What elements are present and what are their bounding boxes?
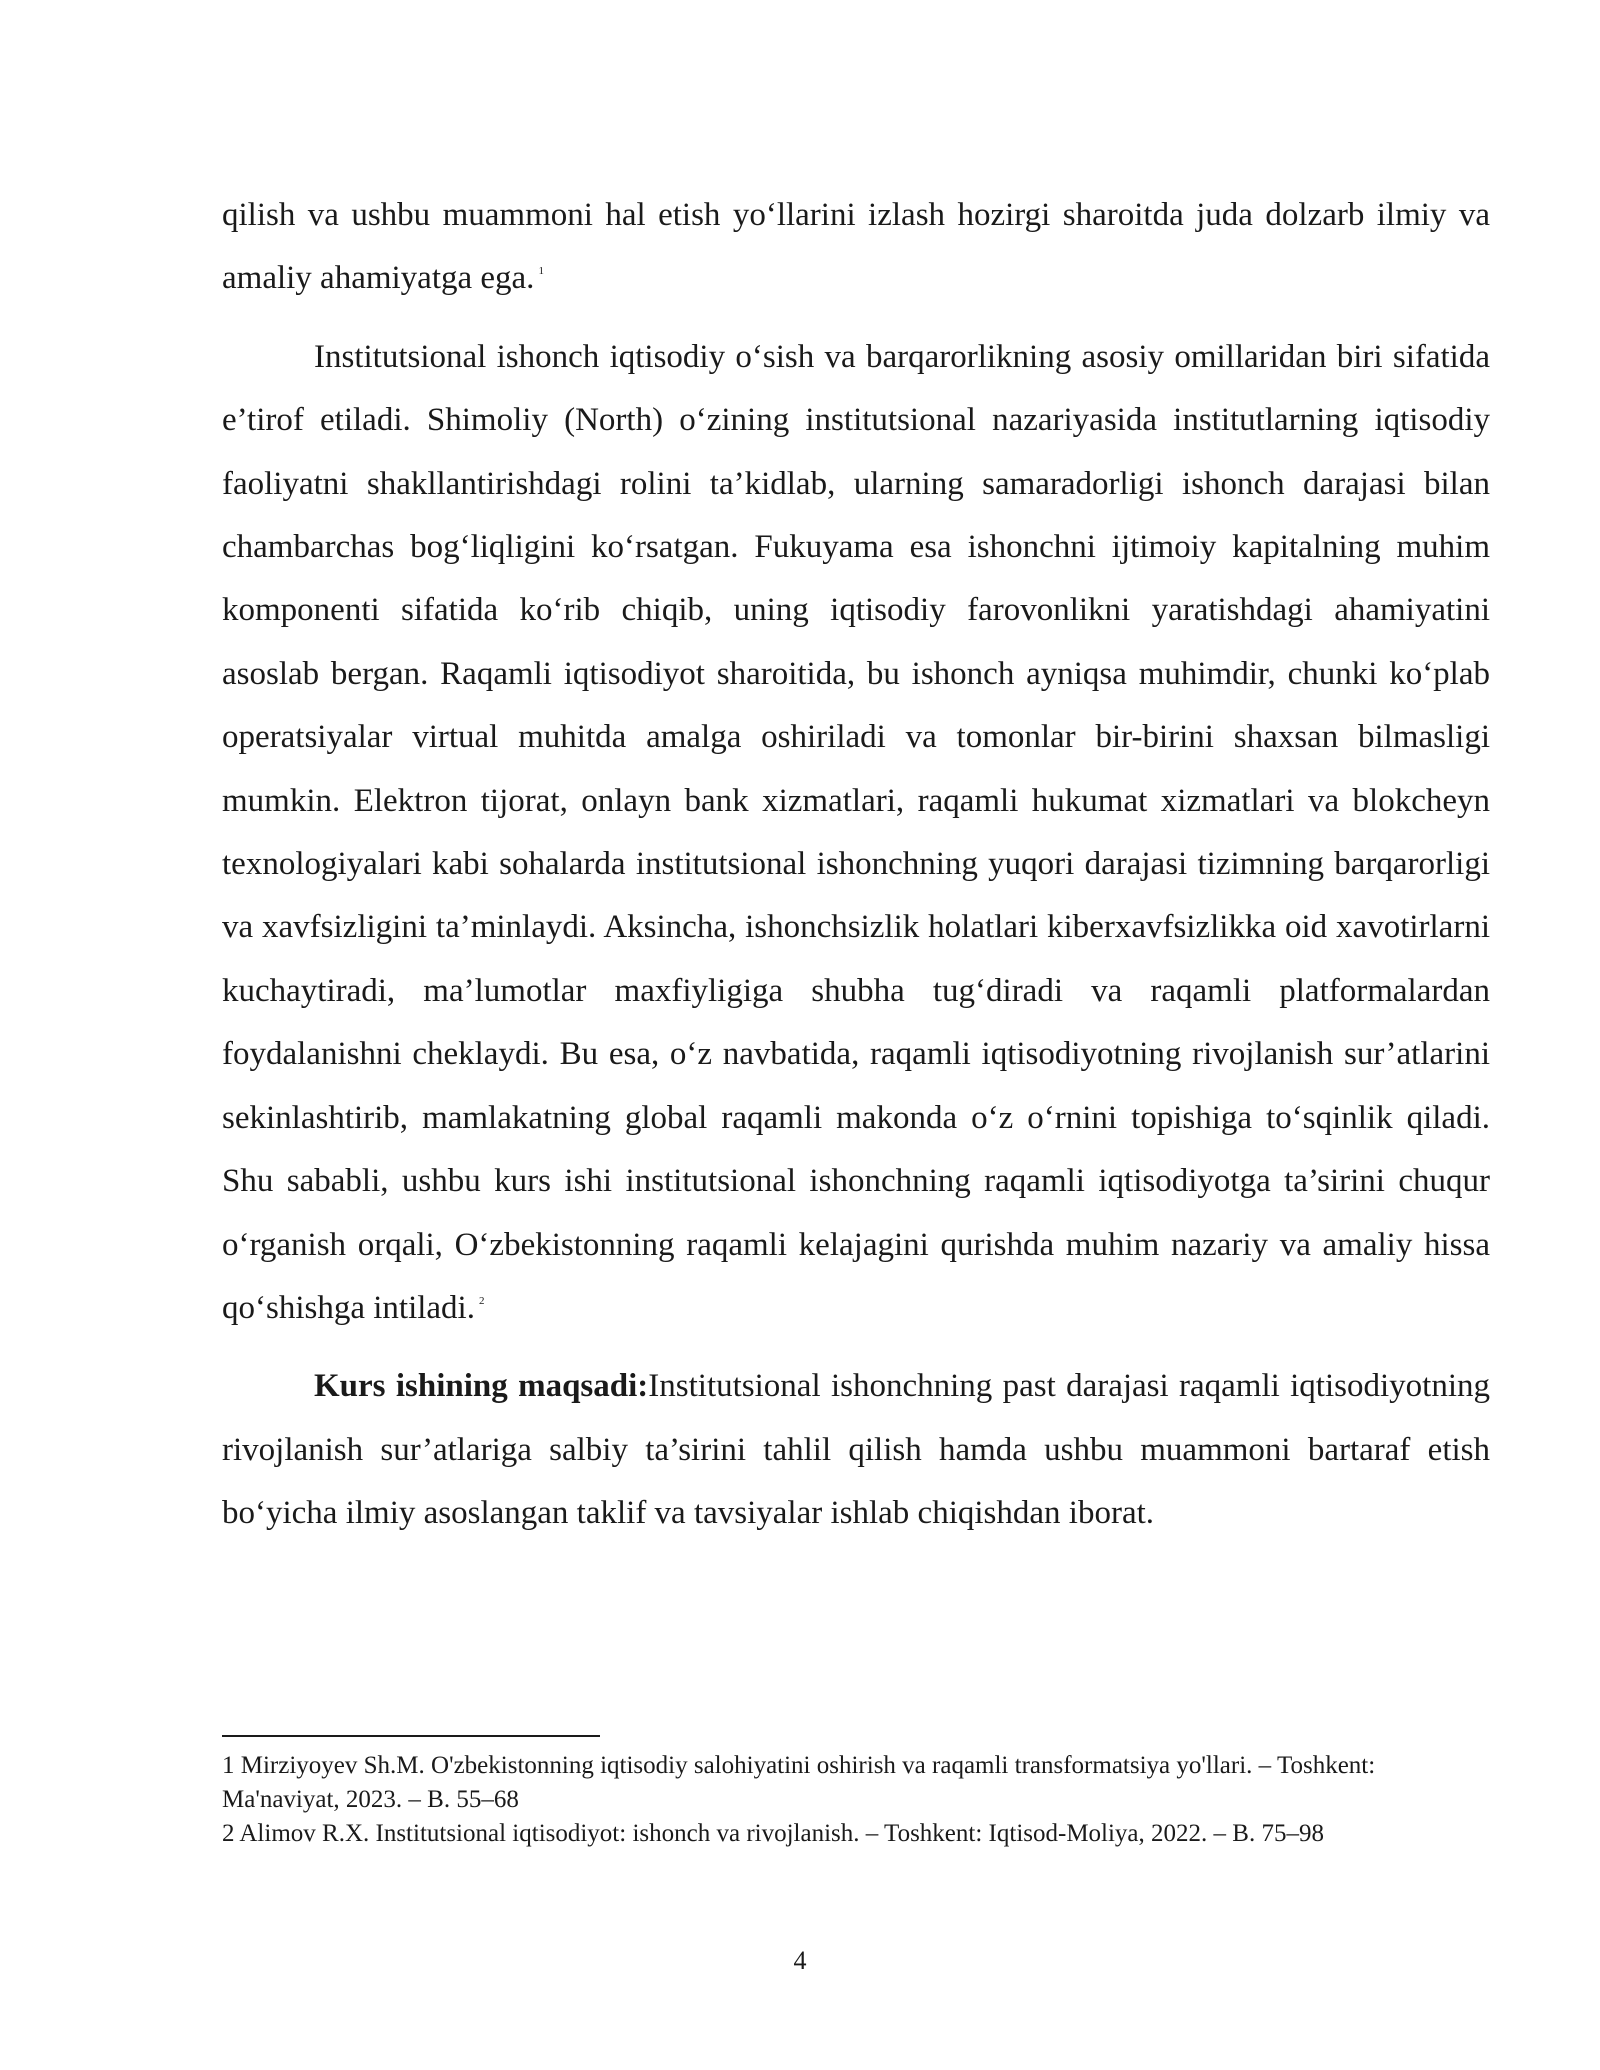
footnote-text: Alimov R.X. Institutsional iqtisodiyot: ishonch va rivojlanish. – Toshkent: Iqtisod-Moliya, 2022. – B. 75–98 xyxy=(239,1820,1324,1847)
paragraph-institutional-trust xyxy=(222,326,1490,1341)
footnote-number: 1 xyxy=(222,1752,235,1779)
footnotes xyxy=(222,1749,1490,1851)
footnote-item xyxy=(222,1817,1490,1851)
paragraph-text: qilish va ushbu muammoni hal etish yo‘llarini izlash hozirgi sharoitda juda dolzarb ilmiy va amaliy ahamiyatga ega. xyxy=(222,197,1490,297)
page-body xyxy=(222,184,1490,1546)
paragraph-text: Institutsional ishonch iqtisodiy o‘sish va barqarorlikning asosiy omillaridan biri sifatida e’tirof etiladi. Shimoliy (North) o‘zining institutsional nazariyasida institutlarning iqtisodiy faoliyatni shakllantirishdagi rolini ta’kidlab, ularning samaradorligi ishonch darajasi bilan chambarchas bog‘liqligini ko‘rsatgan. Fukuyama esa ishonchni ijtimoiy kapitalning muhim komponenti sifatida ko‘rib chiqib, uning iqtisodiy farovonlikni yaratishdagi ahamiyatini asoslab bergan. Raqamli iqtisodiyot sharoitida, bu ishonch ayniqsa muhimdir, chunki ko‘plab operatsiyalar virtual muhitda amalga oshiriladi va tomonlar bir-birini shaxsan bilmasligi mumkin. Elektron tijorat, onlayn bank xizmatlari, raqamli hukumat xizmatlari va blokcheyn texnologiyalari kabi sohalarda institutsional ishonchning yuqori darajasi tizimning barqarorligi va xavfsizligini ta’minlaydi. Aksincha, ishonchsizlik holatlari kiberxavfsizlikka oid xavotirlarni kuchaytiradi, ma’lumotlar maxfiyligiga shubha tug‘diradi va raqamli platformalardan foydalanishni cheklaydi. Bu esa, o‘z navbatida, raqamli iqtisodiyotning rivojlanish sur’atlarini sekinlashtirib, mamlakatning global raqamli makonda o‘z o‘rnini topishiga to‘sqinlik qiladi. Shu sababli, ushbu kurs ishi institutsional ishonchning raqamli iqtisodiyotga ta’sirini chuqur o‘rganish orqali, O‘zbekistonning raqamli kelajagini qurishda muhim nazariy va amaliy hissa qo‘shishga intiladi. xyxy=(222,338,1490,1326)
footnote-number: 2 xyxy=(222,1820,235,1847)
paragraph-course-goal xyxy=(222,1355,1490,1545)
footnote-reference: 1 xyxy=(538,265,544,278)
footnote-reference: 2 xyxy=(478,1294,485,1307)
page-number: 4 xyxy=(793,1946,807,1975)
footnote-text: Mirziyoyev Sh.M. O'zbekistonning iqtisodiy salohiyatini oshirish va raqamli transformatsiya yo'llari. – Toshkent: Ma'naviyat, 2023. – B. 55–68 xyxy=(222,1752,1376,1813)
footnote-separator xyxy=(222,1735,600,1737)
paragraph-text: Institutsional ishonchning past darajasi raqamli iqtisodiyotning rivojlanish sur’atlariga salbiy ta’sirini tahlil qilish hamda ushbu muammoni bartaraf etish bo‘yicha ilmiy asoslangan taklif va tavsiyalar ishlab chiqishdan iborat. xyxy=(222,1368,1490,1532)
goal-heading: Kurs ishining maqsadi: xyxy=(314,1368,649,1405)
paragraph-continuation xyxy=(222,184,1490,311)
footnote-item xyxy=(222,1749,1490,1817)
